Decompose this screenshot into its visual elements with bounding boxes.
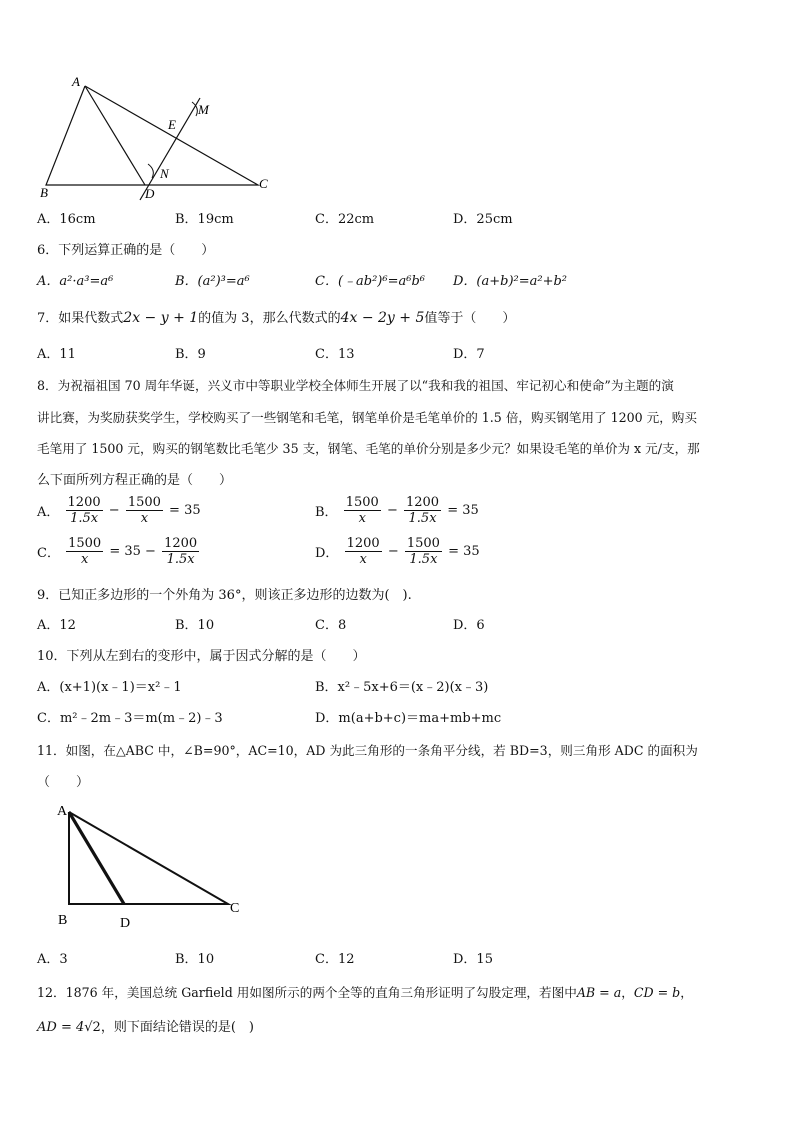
q8-c-frac1: [66, 536, 103, 567]
q10-option-a: A．(x+1)(x﹣1)＝x²﹣1: [37, 680, 182, 695]
q7-option-b: B．9: [175, 347, 206, 362]
segment-ad: [85, 86, 145, 185]
q10-option-d: D．m(a+b+c)＝ma+mb+mc: [315, 711, 502, 726]
q8-d-rhs: = 35: [448, 544, 480, 559]
q12-line2-post: ，则下面结论错误的是( ): [100, 1020, 254, 1035]
q11-line1: 11．如图，在△ABC 中，∠B=90°，AC=10，AD 为此三角形的一条角平分线，若 BD=3，则三角形 ADC 的面积为: [37, 743, 698, 758]
q8-b-rhs: = 35: [447, 503, 479, 518]
q9-stem: 9．已知正多边形的一个外角为 36°，则该正多边形的边数为( ).: [37, 588, 412, 603]
q12-ab: AB = a: [576, 985, 622, 1000]
triangle-figure-top: [30, 72, 280, 202]
q8-a-rhs: = 35: [169, 503, 201, 518]
q7-option-c: C．13: [315, 347, 355, 362]
q7-stem-pre: 7．如果代数式: [37, 311, 124, 326]
q8-a-op: −: [108, 503, 120, 518]
q8-a-frac1: [66, 495, 103, 526]
q5-option-d: D．25cm: [453, 212, 513, 227]
q8-line2: 讲比赛，为奖励获奖学生，学校购买了一些钢笔和毛笔，钢笔单价是毛笔单价的 1.5 倍，购买钢笔用了 1200 元，购买: [37, 410, 697, 425]
q12-ad: AD = 4: [37, 1020, 85, 1035]
q7-stem-post: 值等于（ ）: [424, 311, 516, 326]
q8-b-label: B．: [315, 505, 338, 520]
q10-option-b: B．x²﹣5x+6＝(x﹣2)(x﹣3): [315, 680, 489, 695]
q8-a-den2: x: [140, 511, 149, 526]
q10-option-c: C．m²﹣2m﹣3＝m(m﹣2)﹣3: [37, 711, 223, 726]
q8-option-d: [315, 536, 480, 567]
q8-c-den1: x: [80, 552, 89, 567]
label-b: B: [40, 185, 48, 200]
label-a-q11: A: [57, 804, 68, 819]
q8-b-den1: x: [358, 511, 366, 526]
q5-option-b: B．19cm: [175, 212, 234, 227]
q8-d-num1: 1200: [346, 536, 380, 551]
q11-option-a: A．3: [37, 952, 68, 967]
q8-d-den2: 1.5x: [409, 552, 438, 567]
q9-option-c: C．8: [315, 618, 347, 633]
q6-option-c: C．(﹣ab²)⁶=a⁶b⁶: [315, 274, 425, 289]
q8-b-op: −: [386, 503, 398, 518]
q12-line2: [37, 1016, 254, 1035]
q9-option-d: D．6: [453, 618, 485, 633]
q8-c-label: C．: [37, 546, 60, 561]
q6-stem: 6．下列运算正确的是（ ）: [37, 243, 215, 258]
q6-option-b: B．(a²)³=a⁶: [175, 274, 250, 289]
label-n: N: [160, 166, 169, 181]
label-d: D: [145, 186, 155, 201]
label-m: M: [198, 102, 209, 117]
q8-line1: 8．为祝福祖国 70 周年华诞，兴义市中等职业学校全体师生开展了以“我和我的祖国、牢记初心和使命”为主题的演: [37, 378, 674, 393]
arc-mark-n: [148, 164, 153, 178]
q12-line1-post: ，: [680, 985, 693, 1000]
q7-expr2: 4x − 2y + 5: [340, 310, 425, 326]
q9-option-a: A．12: [37, 618, 76, 633]
q5-option-c: C．22cm: [315, 212, 375, 227]
right-triangle-figure: [50, 798, 250, 933]
q8-d-frac2: [405, 536, 442, 567]
q7-expr1: 2x − y + 1: [123, 310, 199, 326]
q12-sep: ，: [621, 985, 634, 1000]
label-c: C: [259, 176, 268, 191]
q8-d-num2: 1500: [406, 536, 440, 551]
q8-d-frac1: [345, 536, 382, 567]
q11-option-b: B．10: [175, 952, 215, 967]
triangle-abc-outline-q11: [69, 812, 228, 904]
q8-c-mid: = 35 −: [109, 544, 156, 559]
label-b-q11: B: [58, 913, 68, 928]
q8-c-num1: 1500: [68, 536, 102, 551]
label-e: E: [168, 117, 176, 132]
q8-b-num1: 1500: [345, 495, 379, 510]
label-d-q11: D: [120, 916, 131, 931]
q8-option-c: [37, 536, 201, 567]
q6-option-d: D．(a+b)²=a²+b²: [453, 274, 568, 289]
q12-line1: [37, 982, 693, 1001]
q12-line1-pre: 12．1876 年，美国总统 Garfield 用如图所示的两个全等的直角三角形证明了勾股定理，若图中: [37, 985, 577, 1000]
q8-b-den2: 1.5x: [408, 511, 437, 526]
q8-a-den1: 1.5x: [70, 511, 99, 526]
q7-stem-mid: 的值为 3，那么代数式的: [198, 311, 341, 326]
triangle-abc-outline: [46, 86, 258, 185]
q7-stem: [37, 307, 515, 326]
q8-option-a: [37, 495, 201, 526]
q11-option-c: C．12: [315, 952, 355, 967]
segment-ad-q11: [69, 812, 124, 904]
q8-line4: 么下面所列方程正确的是（ ）: [37, 473, 233, 488]
q8-d-den1: x: [359, 552, 367, 567]
q11-option-d: D．15: [453, 952, 493, 967]
label-c-q11: C: [230, 901, 240, 916]
q5-option-a: A．16cm: [37, 212, 96, 227]
q8-a-frac2: [126, 495, 163, 526]
q8-b-frac2: [404, 495, 441, 526]
q9-option-b: B．10: [175, 618, 215, 633]
q11-line2: （ ）: [37, 775, 90, 790]
q8-a-label: A．: [37, 505, 60, 520]
q8-c-frac2: [162, 536, 199, 567]
q8-line3: 毛笔用了 1500 元，购买的钢笔数比毛笔少 35 支，钢笔、毛笔的单价分别是多少元？如果设毛笔的单价为 x 元/支，那: [37, 441, 700, 456]
q8-a-num1: 1200: [67, 495, 101, 510]
q8-c-num2: 1200: [164, 536, 198, 551]
q8-b-num2: 1200: [405, 495, 440, 510]
q12-cd: CD = b: [633, 985, 681, 1000]
label-a: A: [72, 74, 80, 89]
q6-option-a: A．a²·a³=a⁶: [37, 274, 114, 289]
q7-option-d: D．7: [453, 347, 485, 362]
q8-d-op: −: [387, 544, 399, 559]
q8-c-den2: 1.5x: [166, 552, 195, 567]
q8-d-label: D．: [315, 546, 339, 561]
q8-option-b: [315, 495, 479, 526]
q8-a-num2: 1500: [127, 495, 161, 510]
q7-option-a: A．11: [37, 347, 76, 362]
q10-stem: 10．下列从左到右的变形中，属于因式分解的是（ ）: [37, 649, 366, 664]
q8-b-frac1: [344, 495, 381, 526]
q12-sqrt: √2: [84, 1020, 101, 1035]
